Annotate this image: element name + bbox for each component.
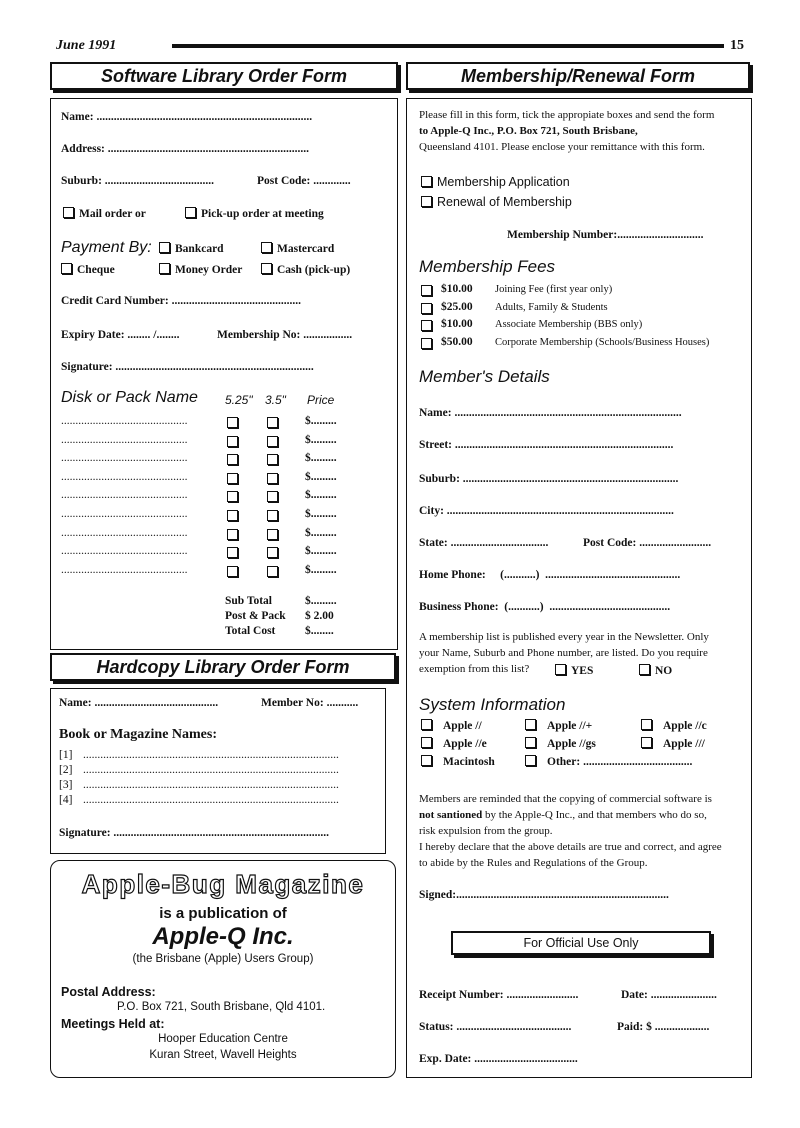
postal-address: P.O. Box 721, South Brisbane, Qld 4101. bbox=[117, 1001, 326, 1013]
membership-no-field[interactable]: Membership No: ................. bbox=[217, 329, 353, 341]
total-cost-label: Total Cost bbox=[225, 625, 276, 637]
warning-line-2: not santioned by the Apple-Q Inc., and that members who do so, bbox=[419, 809, 707, 821]
home-phone-field[interactable]: Home Phone: (...........) ............................................... bbox=[419, 569, 681, 581]
disk-525-checkbox[interactable] bbox=[227, 510, 238, 521]
system-option[interactable] bbox=[641, 719, 707, 732]
renewal-checkbox[interactable] bbox=[421, 196, 432, 207]
publication-of: is a publication of bbox=[159, 905, 287, 922]
credit-card-field[interactable]: Credit Card Number: ............................................. bbox=[61, 295, 301, 307]
book-item-label: [4] bbox=[59, 794, 73, 806]
disk-price-field[interactable]: $......... bbox=[305, 452, 337, 465]
sub-total-value[interactable]: $......... bbox=[305, 595, 337, 607]
list-note-2: your Name, Suburb and Phone number, are listed. Do you require bbox=[419, 647, 708, 659]
bankcard-checkbox[interactable] bbox=[159, 242, 170, 253]
sub-total-label: Sub Total bbox=[225, 595, 272, 607]
fee-description: Associate Membership (BBS only) bbox=[495, 319, 643, 330]
system-label: Apple //c bbox=[663, 720, 707, 732]
disk-price-field[interactable]: $......... bbox=[305, 433, 337, 446]
disk-35-checkbox[interactable] bbox=[267, 473, 278, 484]
magazine-name: Apple-Bug Magazine bbox=[81, 869, 365, 899]
fee-checkbox[interactable] bbox=[421, 320, 432, 331]
disk-525-checkbox[interactable] bbox=[227, 547, 238, 558]
disk-price-field[interactable]: $......... bbox=[305, 545, 337, 558]
bankcard-option[interactable]: Bankcard bbox=[159, 242, 224, 255]
book-item-field[interactable]: ......................................................................................... bbox=[83, 749, 339, 761]
system-label: Apple /// bbox=[663, 738, 705, 750]
fee-description: Joining Fee (first year only) bbox=[495, 284, 613, 295]
system-label: Macintosh bbox=[443, 756, 495, 768]
disk-name-field[interactable]: ............................................ bbox=[61, 470, 188, 483]
membership-form-panel bbox=[406, 98, 752, 1078]
book-item-field[interactable]: ......................................................................................... bbox=[83, 764, 339, 776]
mastercard-option[interactable]: Mastercard bbox=[261, 242, 334, 255]
receipt-number-field[interactable]: Receipt Number: ......................... bbox=[419, 989, 579, 1001]
disk-price-field[interactable]: $......... bbox=[305, 526, 337, 539]
disk-35-checkbox[interactable] bbox=[267, 436, 278, 447]
book-item-field[interactable]: ......................................................................................... bbox=[83, 794, 339, 806]
warning-line-1: Members are reminded that the copying of commercial software is bbox=[419, 793, 712, 805]
post-pack-label: Post & Pack bbox=[225, 610, 286, 622]
book-item-label: [3] bbox=[59, 779, 73, 791]
disk-name-field[interactable]: ............................................ bbox=[61, 489, 188, 502]
page-number: 15 bbox=[730, 38, 744, 53]
fee-amount: $25.00 bbox=[441, 300, 473, 313]
member-city-field[interactable]: City: ............................................................................... bbox=[419, 505, 674, 517]
software-form-panel bbox=[50, 98, 398, 650]
disk-name-field[interactable]: ............................................ bbox=[61, 526, 188, 539]
disk-35-checkbox[interactable] bbox=[267, 417, 278, 428]
venue-name: Hooper Education Centre bbox=[158, 1033, 288, 1045]
meetings-label: Meetings Held at: bbox=[61, 1017, 165, 1031]
header-rule bbox=[172, 44, 724, 48]
book-names-heading: Book or Magazine Names: bbox=[59, 727, 217, 742]
cash-checkbox[interactable] bbox=[261, 263, 272, 274]
magazine-info-box bbox=[50, 860, 396, 1078]
system-label: Apple // bbox=[443, 720, 482, 732]
system-option[interactable] bbox=[525, 719, 592, 732]
warning-line-3: risk expulsion from the group. bbox=[419, 825, 553, 837]
fee-description: Corporate Membership (Schools/Business Houses) bbox=[495, 336, 710, 348]
renewal-option[interactable]: Renewal of Membership bbox=[421, 195, 572, 209]
cheque-option[interactable]: Cheque bbox=[61, 263, 115, 276]
book-item-field[interactable]: ......................................................................................... bbox=[83, 779, 339, 791]
membership-number-field[interactable]: Membership Number:.............................. bbox=[507, 229, 704, 241]
exemption-yes-option[interactable]: YES bbox=[555, 664, 593, 677]
disk-525-checkbox[interactable] bbox=[227, 417, 238, 428]
mastercard-checkbox[interactable] bbox=[261, 242, 272, 253]
fee-amount: $10.00 bbox=[441, 283, 473, 295]
disk-525-checkbox[interactable] bbox=[227, 454, 238, 465]
pickup-option[interactable]: Pick-up order at meeting bbox=[185, 207, 324, 220]
disk-name-field[interactable]: ............................................ bbox=[61, 452, 188, 465]
money-order-option[interactable]: Money Order bbox=[159, 263, 242, 276]
disk-525-checkbox[interactable] bbox=[227, 566, 238, 577]
mail-order-option[interactable]: Mail order or bbox=[63, 207, 146, 220]
system-option[interactable] bbox=[421, 719, 482, 732]
col-525-label: 5.25" bbox=[225, 393, 253, 407]
venue-street: Kuran Street, Wavell Heights bbox=[149, 1049, 297, 1061]
status-field[interactable]: Status: ........................................ bbox=[419, 1021, 572, 1033]
fee-amount: $10.00 bbox=[441, 318, 473, 330]
cash-option[interactable]: Cash (pick-up) bbox=[261, 263, 350, 276]
disk-heading: Disk or Pack Name bbox=[61, 389, 198, 406]
system-checkbox[interactable] bbox=[641, 737, 652, 748]
system-label: Other: ...................................... bbox=[547, 756, 693, 768]
system-option[interactable] bbox=[421, 737, 487, 750]
exemption-no-option[interactable]: NO bbox=[639, 664, 672, 677]
membership-form-title: Membership/Renewal Form bbox=[406, 62, 750, 90]
hardcopy-name-field[interactable]: Name: ........................................... bbox=[59, 697, 219, 709]
postal-address-label: Postal Address: bbox=[61, 985, 156, 999]
system-heading: System Information bbox=[419, 695, 566, 714]
software-suburb-field[interactable]: Suburb: ...................................... bbox=[61, 175, 215, 187]
disk-name-field[interactable]: ............................................ bbox=[61, 415, 188, 427]
member-street-field[interactable]: Street: ............................................................................ bbox=[419, 439, 674, 451]
system-checkbox[interactable] bbox=[421, 755, 432, 766]
page-date: June 1991 bbox=[56, 38, 117, 53]
disk-525-checkbox[interactable] bbox=[227, 491, 238, 502]
member-name-field[interactable]: Name: ............................................................................... bbox=[419, 407, 682, 419]
disk-35-checkbox[interactable] bbox=[267, 510, 278, 521]
total-cost-value[interactable]: $........ bbox=[305, 625, 334, 637]
receipt-date-field[interactable]: Date: ....................... bbox=[621, 989, 717, 1001]
group-name: (the Brisbane (Apple) Users Group) bbox=[132, 953, 314, 965]
declaration-line-1: I hereby declare that the above details are true and correct, and agree bbox=[419, 841, 722, 853]
hardcopy-form-panel bbox=[50, 688, 386, 854]
membership-application-option[interactable]: Membership Application bbox=[421, 175, 570, 189]
system-checkbox[interactable] bbox=[421, 737, 432, 748]
fees-heading: Membership Fees bbox=[419, 257, 556, 276]
disk-525-checkbox[interactable] bbox=[227, 529, 238, 540]
disk-price-field[interactable]: $......... bbox=[305, 508, 337, 520]
disk-35-checkbox[interactable] bbox=[267, 547, 278, 558]
details-heading: Member's Details bbox=[419, 367, 550, 386]
money-order-checkbox[interactable] bbox=[159, 263, 170, 274]
member-state-field[interactable]: State: .................................. bbox=[419, 537, 549, 549]
fee-description: Adults, Family & Students bbox=[495, 301, 608, 313]
payment-by-row bbox=[61, 239, 152, 257]
book-item-label: [1] bbox=[59, 749, 73, 761]
paid-field[interactable]: Paid: $ ................... bbox=[617, 1021, 710, 1033]
exp-date-field[interactable]: Exp. Date: .................................... bbox=[419, 1053, 578, 1065]
book-item-label: [2] bbox=[59, 764, 73, 776]
fee-amount: $50.00 bbox=[441, 335, 473, 348]
fee-checkbox[interactable] bbox=[421, 285, 432, 296]
disk-name-field[interactable]: ............................................ bbox=[61, 563, 188, 576]
system-label: Apple //+ bbox=[547, 720, 593, 732]
intro-line-3: Queensland 4101. Please enclose your remittance with this form. bbox=[419, 141, 705, 153]
disk-525-checkbox[interactable] bbox=[227, 436, 238, 447]
disk-525-checkbox[interactable] bbox=[227, 473, 238, 484]
col-35-label: 3.5" bbox=[265, 393, 286, 407]
no-checkbox[interactable] bbox=[639, 664, 650, 675]
system-option[interactable] bbox=[421, 755, 495, 768]
business-phone-field[interactable]: Business Phone: (...........) .......................................... bbox=[419, 601, 671, 613]
payment-by-label: Payment By: bbox=[61, 239, 152, 256]
mail-order-checkbox[interactable] bbox=[63, 207, 74, 218]
disk-35-checkbox[interactable] bbox=[267, 491, 278, 502]
intro-line-2: to Apple-Q Inc., P.O. Box 721, South Brisbane, bbox=[419, 125, 638, 137]
software-name-field[interactable]: Name: ........................................................................... bbox=[61, 111, 313, 123]
post-pack-value: $ 2.00 bbox=[305, 610, 334, 622]
disk-price-field[interactable]: $......... bbox=[305, 415, 337, 427]
disk-name-field[interactable]: ............................................ bbox=[61, 545, 188, 558]
system-checkbox[interactable] bbox=[525, 737, 536, 748]
disk-name-field[interactable]: ............................................ bbox=[61, 433, 188, 446]
disk-35-checkbox[interactable] bbox=[267, 566, 278, 577]
system-option[interactable] bbox=[525, 755, 692, 768]
system-checkbox[interactable] bbox=[641, 719, 652, 730]
software-postcode-field[interactable]: Post Code: ............. bbox=[257, 175, 351, 187]
system-checkbox[interactable] bbox=[421, 719, 432, 730]
disk-name-field[interactable]: ............................................ bbox=[61, 508, 188, 520]
col-price-label: Price bbox=[307, 393, 335, 407]
application-checkbox[interactable] bbox=[421, 176, 432, 187]
software-form-title: Software Library Order Form bbox=[50, 62, 398, 90]
expiry-date-field[interactable]: Expiry Date: ........ /........ bbox=[61, 329, 180, 341]
disk-price-field[interactable]: $......... bbox=[305, 563, 337, 576]
fee-checkbox[interactable] bbox=[421, 303, 432, 314]
official-use-label: For Official Use Only bbox=[451, 931, 711, 955]
system-checkbox[interactable] bbox=[525, 719, 536, 730]
yes-checkbox[interactable] bbox=[555, 664, 566, 675]
system-label: Apple //gs bbox=[547, 738, 596, 750]
software-signature-field[interactable]: Signature: ..................................................................... bbox=[61, 361, 314, 373]
system-checkbox[interactable] bbox=[525, 755, 536, 766]
hardcopy-form-title: Hardcopy Library Order Form bbox=[50, 653, 396, 681]
member-postcode-field[interactable]: Post Code: ......................... bbox=[583, 537, 712, 549]
org-name: Apple-Q Inc. bbox=[152, 923, 294, 950]
disk-price-field[interactable]: $......... bbox=[305, 470, 337, 483]
hardcopy-signature-field[interactable]: Signature: ........................................................................... bbox=[59, 827, 330, 839]
system-label: Apple //e bbox=[443, 738, 487, 750]
disk-35-checkbox[interactable] bbox=[267, 529, 278, 540]
cheque-checkbox[interactable] bbox=[61, 263, 72, 274]
list-note-1: A membership list is published every year in the Newsletter. Only bbox=[419, 631, 709, 643]
intro-line-1: Please fill in this form, tick the appropiate boxes and send the form bbox=[419, 109, 715, 121]
declaration-line-2: to abide by the Rules and Regulations of the Group. bbox=[419, 857, 648, 869]
system-option[interactable] bbox=[641, 737, 705, 750]
signed-field[interactable]: Signed:.......................................................................... bbox=[419, 889, 669, 901]
software-address-field[interactable]: Address: ...................................................................... bbox=[61, 143, 310, 155]
list-note-3: exemption from this list? bbox=[419, 663, 530, 675]
pickup-checkbox[interactable] bbox=[185, 207, 196, 218]
system-option[interactable] bbox=[525, 737, 596, 750]
disk-price-field[interactable]: $......... bbox=[305, 489, 337, 502]
disk-35-checkbox[interactable] bbox=[267, 454, 278, 465]
hardcopy-member-no-field[interactable]: Member No: ........... bbox=[261, 697, 359, 709]
fee-checkbox[interactable] bbox=[421, 338, 432, 349]
member-suburb-field[interactable]: Suburb: ........................................................................... bbox=[419, 473, 679, 485]
